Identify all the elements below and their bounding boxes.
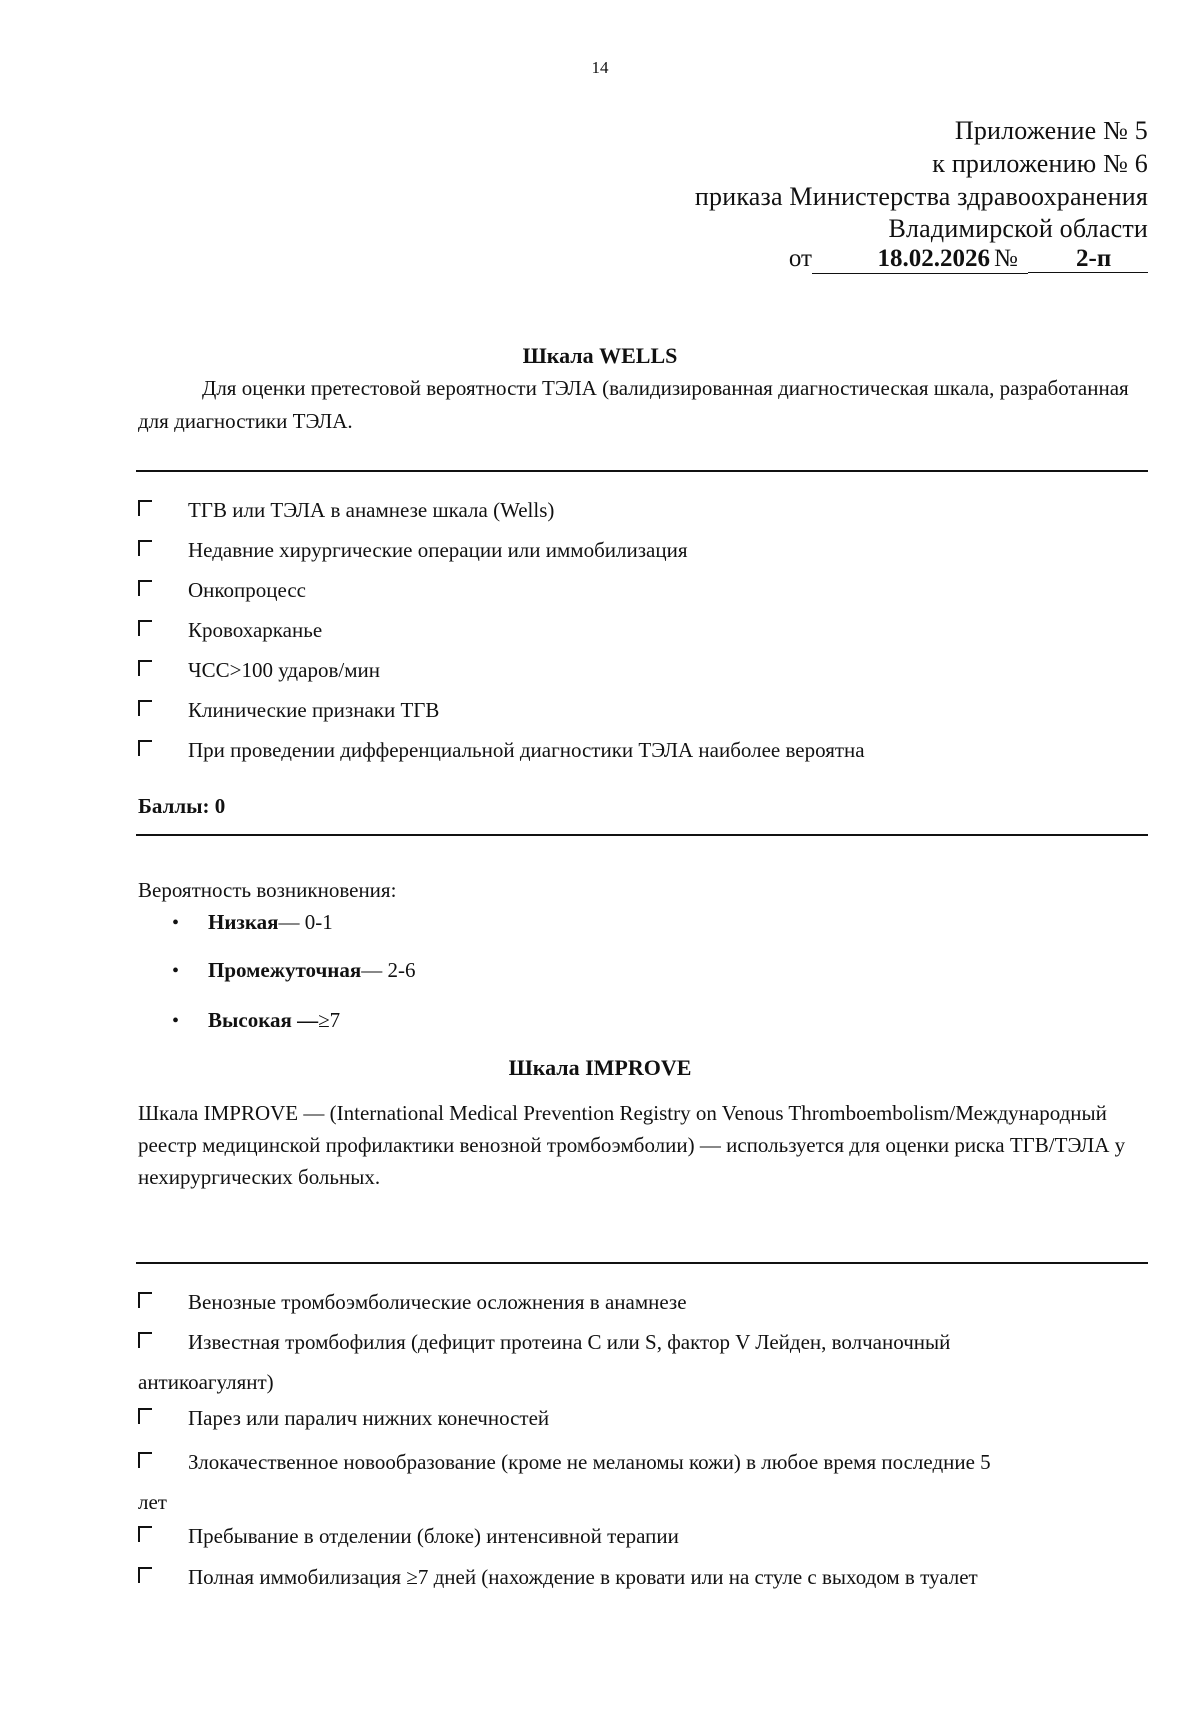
wells-item-label: ТГВ или ТЭЛА в анамнезе шкала (Wells) (188, 498, 555, 522)
checkbox-icon[interactable] (138, 740, 152, 756)
improve-item[interactable] (138, 1565, 978, 1590)
wells-item[interactable] (138, 738, 865, 763)
wells-item-label: Недавние хирургические операции или иммобилизация (188, 538, 688, 562)
wells-item[interactable] (138, 698, 439, 723)
checkbox-icon[interactable] (138, 1332, 152, 1348)
improve-item[interactable] (138, 1330, 950, 1355)
level-range: — 2-6 (361, 958, 416, 982)
probability-level (172, 910, 333, 935)
bullet-icon: • (172, 960, 180, 982)
checkbox-icon[interactable] (138, 660, 152, 676)
level-name: Промежуточная (208, 958, 362, 982)
order-region: Владимирской области (888, 214, 1148, 243)
checkbox-icon[interactable] (138, 1452, 152, 1468)
probability-level (172, 1008, 340, 1033)
order-from-label: от (788, 245, 812, 272)
order-number-label: № (994, 244, 1028, 274)
level-name: Высокая — (208, 1008, 319, 1032)
checkbox-icon[interactable] (138, 1526, 152, 1542)
improve-item-label: Пребывание в отделении (блоке) интенсивной терапии (188, 1524, 679, 1548)
improve-item[interactable] (138, 1290, 687, 1315)
appendix-title: Приложение № 5 (954, 116, 1148, 145)
divider (136, 1262, 1148, 1264)
order-issuer: приказа Министерства здравоохранения (694, 182, 1148, 211)
checkbox-icon[interactable] (138, 540, 152, 556)
order-date-line (789, 244, 1148, 274)
probability-label: Вероятность возникновения: (138, 878, 397, 902)
page-number: 14 (591, 58, 609, 77)
wells-item[interactable] (138, 498, 554, 523)
improve-item-label: Известная тромбофилия (дефицит протеина С или S, фактор V Лейден, волчаночный (188, 1330, 951, 1354)
checkbox-icon[interactable] (138, 620, 152, 636)
bullet-icon: • (172, 912, 180, 934)
wells-item-label: Кровохарканье (188, 618, 323, 642)
bullet-icon: • (172, 1010, 180, 1032)
wells-title: Шкала WELLS (522, 343, 678, 368)
wells-item[interactable] (138, 538, 688, 563)
improve-title: Шкала IMPROVE (508, 1055, 692, 1080)
checkbox-icon[interactable] (138, 1408, 152, 1424)
improve-item-label: Парез или паралич нижних конечностей (188, 1406, 550, 1430)
improve-item-label: Злокачественное новообразование (кроме не меланомы кожи) в любое время последние 5 (188, 1450, 991, 1474)
improve-item[interactable] (138, 1450, 991, 1475)
wells-description (138, 372, 1146, 438)
level-range: ≥7 (318, 1008, 341, 1032)
checkbox-icon[interactable] (138, 500, 152, 516)
wells-score: Баллы: 0 (138, 794, 226, 818)
order-date: 18.02.2026 (812, 244, 994, 274)
level-range: — 0-1 (278, 910, 333, 934)
checkbox-icon[interactable] (138, 1292, 152, 1308)
wells-description-text: Для оценки претестовой вероятности ТЭЛА (валидизированная диагностическая шкала, разработанная для диагностики ТЭЛА. (138, 376, 1129, 433)
wells-item-label: Онкопроцесс (188, 578, 307, 602)
improve-item[interactable] (138, 1524, 679, 1549)
wells-item[interactable] (138, 618, 322, 643)
divider (136, 834, 1148, 836)
divider (136, 470, 1148, 472)
improve-item-continuation: антикоагулянт) (138, 1370, 274, 1394)
wells-item[interactable] (138, 578, 306, 603)
checkbox-icon[interactable] (138, 700, 152, 716)
wells-item[interactable] (138, 658, 380, 683)
wells-item-label: Клинические признаки ТГВ (188, 698, 440, 722)
order-number: 2-п (1028, 244, 1148, 273)
checkbox-icon[interactable] (138, 580, 152, 596)
improve-description: Шкала IMPROVE — (International Medical Prevention Registry on Venous Thromboembolism/Международный реестр медицинской профилактики венозной тромбоэмболии) — используется для оценки риска ТГВ/ТЭЛА у нехирургических больных. (138, 1101, 1126, 1189)
level-name: Низкая (208, 910, 279, 934)
wells-item-label: При проведении дифференциальной диагностики ТЭЛА наиболее вероятна (188, 738, 865, 762)
improve-item[interactable] (138, 1406, 549, 1431)
improve-item-label: Полная иммобилизация ≥7 дней (нахождение в кровати или на стуле с выходом в туалет (188, 1565, 978, 1589)
probability-level (172, 958, 416, 983)
appendix-subtitle: к приложению № 6 (932, 149, 1148, 178)
improve-item-label: Венозные тромбоэмболические осложнения в анамнезе (188, 1290, 687, 1314)
improve-item-continuation: лет (138, 1490, 167, 1514)
checkbox-icon[interactable] (138, 1567, 152, 1583)
wells-item-label: ЧСС>100 ударов/мин (188, 658, 380, 682)
